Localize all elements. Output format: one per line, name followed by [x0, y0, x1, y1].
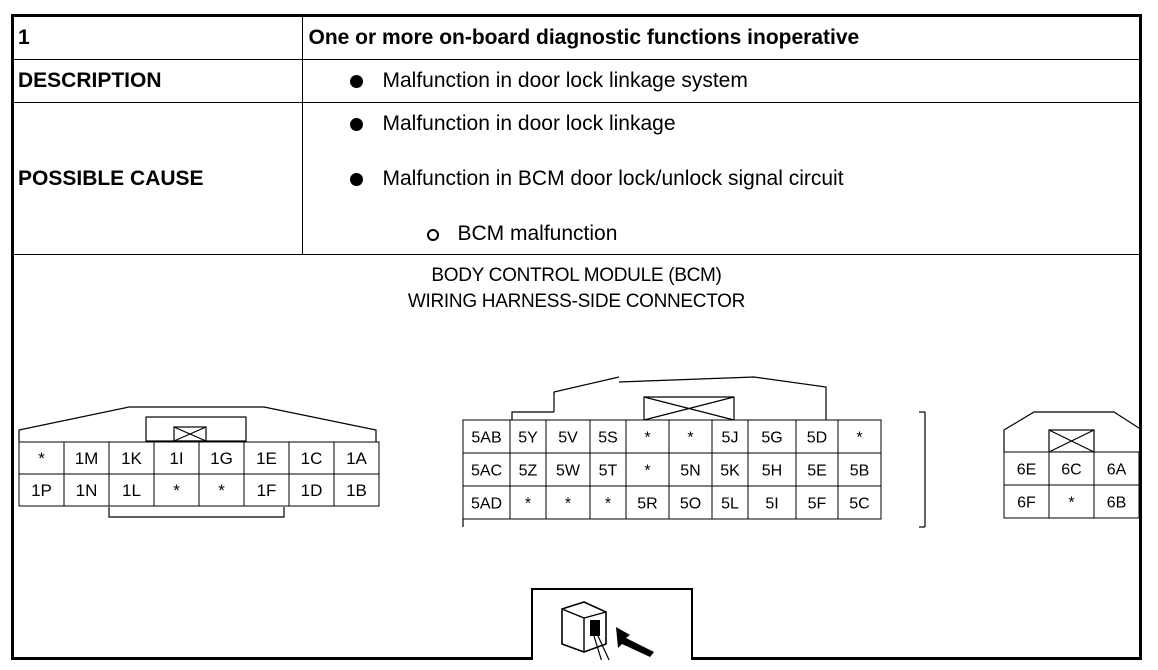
terminal-label: 1G	[210, 449, 233, 469]
terminal-label: *	[644, 462, 651, 480]
terminal-label: 6E	[1016, 461, 1037, 479]
terminal-label: *	[218, 481, 225, 501]
header-number: 1	[14, 17, 302, 60]
terminal-label: 5O	[679, 495, 702, 513]
cause-item: Malfunction in BCM door lock/unlock signal circuit	[303, 167, 1140, 191]
terminal-label: 5J	[721, 429, 739, 447]
description-item: Malfunction in door lock linkage system	[303, 69, 1140, 93]
connector-diagram	[14, 252, 1139, 660]
cause-item: Malfunction in door lock linkage	[303, 112, 1140, 136]
terminal-label: 6F	[1017, 494, 1036, 512]
terminal-label: 5K	[720, 462, 740, 480]
terminal-label: 5B	[849, 462, 870, 480]
terminal-label: 1F	[256, 481, 277, 501]
terminal-label: 5E	[807, 462, 827, 480]
connector-6-terminals	[1004, 452, 1139, 518]
terminal-label: 1C	[300, 449, 323, 469]
terminal-label: 1B	[346, 481, 367, 501]
terminal-label: 5Z	[518, 462, 538, 480]
connector-5-terminals	[463, 420, 881, 519]
terminal-label: 5F	[807, 495, 827, 513]
terminal-label: 1P	[31, 481, 52, 501]
terminal-label: 6C	[1061, 461, 1082, 479]
header-row	[14, 17, 1139, 60]
terminal-label: 5L	[721, 495, 739, 513]
terminal-label: *	[644, 429, 651, 447]
diagnostic-sheet	[11, 14, 1142, 660]
header-title: One or more on-board diagnostic functions inoperative	[302, 17, 1139, 60]
possible-cause-list	[302, 103, 1139, 255]
terminal-label: 5I	[765, 495, 779, 513]
terminal-label: 5AB	[471, 429, 502, 447]
description-row	[14, 60, 1139, 103]
terminal-label: 5AD	[470, 495, 503, 513]
terminal-label: 5G	[761, 429, 783, 447]
possible-cause-label: POSSIBLE CAUSE	[14, 103, 302, 255]
terminal-label: *	[173, 481, 180, 501]
terminal-label: 5N	[680, 462, 701, 480]
terminal-label: 5R	[637, 495, 658, 513]
terminal-label: 1D	[300, 481, 323, 501]
terminal-label: 5Y	[518, 429, 538, 447]
terminal-label: *	[564, 495, 572, 513]
diagram-title-line2: WIRING HARNESS-SIDE CONNECTOR	[407, 291, 746, 312]
terminal-label: 5S	[598, 429, 618, 447]
terminal-label: 6A	[1106, 461, 1127, 479]
terminal-label: 5AC	[470, 462, 503, 480]
terminal-label: 5T	[598, 462, 618, 480]
terminal-label: 5V	[558, 429, 578, 447]
description-label: DESCRIPTION	[14, 60, 302, 103]
terminal-label: *	[38, 449, 45, 469]
possible-cause-row	[14, 103, 1139, 255]
terminal-label: 1M	[74, 449, 99, 469]
terminal-label: 1I	[169, 449, 184, 469]
terminal-label: *	[604, 495, 612, 513]
terminal-label: *	[687, 429, 694, 447]
terminal-label: 1L	[122, 481, 141, 501]
terminal-label: 5C	[849, 495, 870, 513]
terminal-label: 1K	[121, 449, 142, 469]
terminal-label: 1E	[256, 449, 277, 469]
terminal-label: 1A	[346, 449, 367, 469]
terminal-label: *	[856, 429, 863, 447]
diagram-title-line1: BODY CONTROL MODULE (BCM)	[431, 265, 722, 286]
terminal-label: 6B	[1106, 494, 1127, 512]
terminal-label: *	[524, 495, 532, 513]
connector-1-terminals	[19, 442, 379, 506]
terminal-label: 5D	[806, 429, 828, 447]
terminal-label: 1N	[75, 481, 98, 501]
terminal-label: *	[1068, 494, 1075, 512]
diagnostic-table	[14, 17, 1139, 255]
cause-subitem: BCM malfunction	[303, 222, 1140, 246]
connector-harness-side-icon	[532, 589, 692, 660]
terminal-label: 5H	[761, 462, 783, 480]
connector-6-housing	[1004, 412, 1139, 452]
terminal-label: 5W	[556, 462, 580, 480]
